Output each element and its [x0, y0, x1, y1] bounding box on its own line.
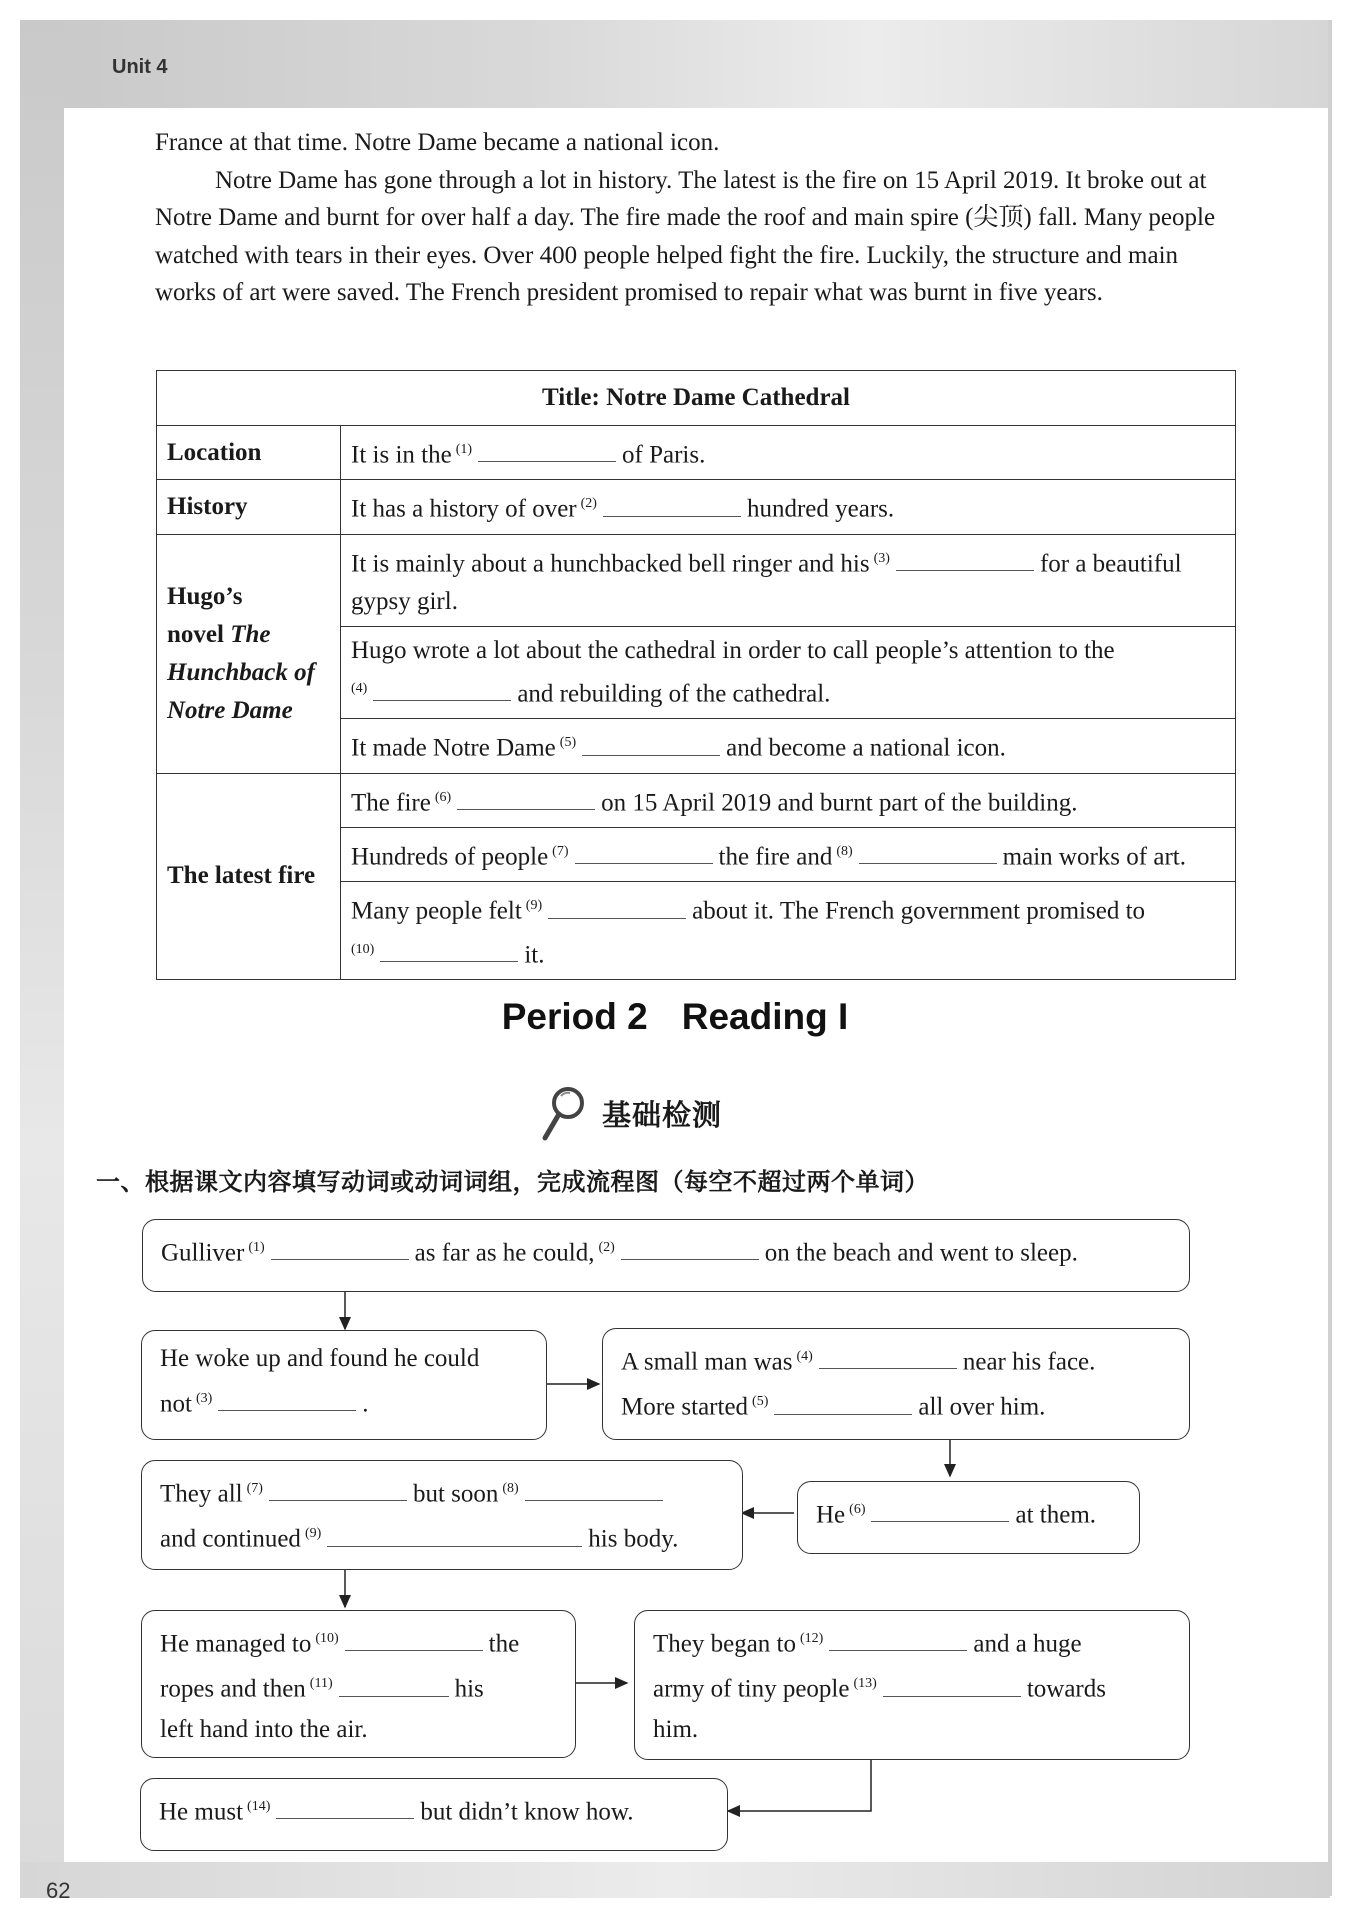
cell-text: for a beautiful gypsy girl. — [351, 549, 1182, 615]
blank-7[interactable] — [575, 835, 713, 864]
reading-passage — [155, 124, 1235, 312]
page-frame-top — [20, 20, 1330, 108]
flow-box-3 — [602, 1328, 1190, 1440]
flow-blank-2[interactable] — [621, 1231, 759, 1260]
blank-number: (2) — [580, 496, 597, 512]
cell-text: about it. The French government promised to — [692, 897, 1146, 925]
flow-text: at them. — [1015, 1501, 1097, 1529]
flow-text: but didn’t know how. — [420, 1798, 634, 1826]
novel-cell-1 — [341, 534, 1236, 626]
flow-blank-13[interactable] — [883, 1668, 1021, 1697]
blank-1[interactable] — [478, 433, 616, 462]
cell-text: Many people felt — [351, 897, 522, 925]
page-frame-left — [20, 20, 64, 1896]
flow-text: his body. — [588, 1525, 679, 1553]
section-header — [540, 1083, 722, 1143]
flow-text: and continued — [160, 1525, 301, 1553]
cell-text: It made Notre Dame — [351, 734, 556, 762]
flow-text: ropes and then — [160, 1675, 306, 1703]
flow-box-1 — [142, 1219, 1190, 1292]
flow-blank-3[interactable] — [218, 1382, 356, 1411]
page-frame-right — [1328, 20, 1332, 1896]
blank-8[interactable] — [859, 835, 997, 864]
blank-number: (8) — [502, 1481, 519, 1496]
cell-text: it. — [524, 940, 545, 968]
cell-text: Hugo wrote a lot about the cathedral in order to call people’s attention to the — [351, 636, 1115, 664]
blank-number: (3) — [195, 1391, 213, 1406]
magnifier-icon — [540, 1084, 588, 1142]
table-title: Title: Notre Dame Cathedral — [157, 371, 1236, 426]
period-title — [0, 996, 1350, 1038]
blank-number: (14) — [247, 1799, 271, 1814]
flow-text: More started — [621, 1393, 749, 1421]
flow-text: They all — [160, 1480, 243, 1508]
section-title: 基础检测 — [602, 1097, 723, 1132]
summary-table — [156, 370, 1236, 980]
blank-number: (10) — [351, 941, 375, 957]
novel-label-part: Hugo’s — [167, 582, 243, 610]
history-cell — [341, 480, 1236, 534]
flow-text: He must — [159, 1798, 244, 1826]
blank-9[interactable] — [548, 890, 686, 919]
blank-number: (10) — [315, 1631, 339, 1646]
flow-blank-1[interactable] — [271, 1231, 409, 1260]
flow-box-2 — [141, 1330, 547, 1440]
blank-number: (13) — [853, 1676, 877, 1692]
period-name: Reading I — [681, 996, 849, 1037]
flow-blank-7[interactable] — [269, 1472, 407, 1501]
flow-box-4 — [797, 1481, 1140, 1554]
cell-text: The fire — [351, 788, 431, 816]
cell-text: on 15 April 2019 and burnt part of the building. — [601, 788, 1078, 816]
blank-number: (4) — [351, 680, 368, 696]
flow-text: all over him. — [918, 1393, 1046, 1421]
passage-line: France at that time. Notre Dame became a national icon. — [155, 129, 720, 156]
blank-2[interactable] — [603, 488, 741, 517]
flow-box-8 — [140, 1778, 728, 1851]
cell-text: It is in the — [351, 441, 452, 469]
flow-text: left hand into the air. — [160, 1715, 368, 1743]
blank-number: (11) — [309, 1676, 333, 1692]
flow-box-5 — [141, 1460, 743, 1570]
novel-label-part: novel — [167, 620, 224, 648]
blank-number: (6) — [434, 789, 452, 805]
flow-box-6 — [141, 1610, 576, 1758]
blank-number: (9) — [525, 898, 543, 914]
flow-text: as far as he could, — [414, 1239, 595, 1267]
cell-text: the fire and — [718, 843, 833, 871]
flow-text: but soon — [412, 1480, 499, 1508]
row-label-novel — [157, 534, 341, 773]
row-label-history: History — [157, 480, 341, 534]
cell-text: and rebuilding of the cathedral. — [517, 680, 831, 708]
flow-blank-6[interactable] — [871, 1493, 1009, 1522]
blank-5[interactable] — [582, 727, 720, 756]
flow-text: near his face. — [962, 1348, 1096, 1376]
blank-number: (7) — [246, 1481, 263, 1496]
flow-text: He woke up and found he could — [160, 1345, 480, 1372]
flow-text: Gulliver — [161, 1239, 245, 1267]
blank-number: (1) — [455, 442, 473, 457]
flow-blank-11[interactable] — [339, 1668, 449, 1697]
blank-4[interactable] — [373, 672, 511, 701]
passage-paragraph: Notre Dame has gone through a lot in history. The latest is the fire on 15 April 2019. It broke out at Notre Dame and burnt for over half a day. The fire made the roof and main spire (尖顶) fall. Many people watched with tears in their eyes. Over 400 people helped fight the fire. Luckily, the structure and main works of art were saved. The French president promised to repair what was burnt in five years. — [155, 166, 1216, 306]
cell-text: It is mainly about a hunchbacked bell ringer and his — [351, 549, 870, 577]
cell-text: It has a history of over — [351, 495, 577, 523]
flow-text: A small man was — [621, 1348, 793, 1376]
flow-text: his — [454, 1675, 484, 1703]
flow-blank-12[interactable] — [829, 1622, 967, 1651]
flow-text: the — [488, 1630, 520, 1658]
fire-cell-2 — [341, 827, 1236, 881]
flow-blank-10[interactable] — [345, 1622, 483, 1651]
flow-text: He managed to — [160, 1630, 312, 1658]
novel-cell-2 — [341, 626, 1236, 718]
blank-number: (2) — [598, 1240, 615, 1255]
blank-number: (9) — [304, 1526, 322, 1542]
blank-number: (3) — [873, 550, 890, 566]
flow-box-7 — [634, 1610, 1190, 1760]
blank-6[interactable] — [457, 781, 595, 810]
fire-cell-3 — [341, 882, 1236, 980]
blank-number: (8) — [836, 843, 853, 859]
flow-blank-8[interactable] — [525, 1472, 663, 1501]
blank-3[interactable] — [896, 542, 1034, 571]
blank-number: (5) — [752, 1394, 769, 1410]
novel-title: The Hunchback of Notre Dame — [167, 620, 315, 724]
blank-number: (12) — [800, 1631, 824, 1646]
blank-number: (1) — [248, 1240, 265, 1255]
flow-blank-4[interactable] — [819, 1340, 957, 1369]
flow-text: army of tiny people — [653, 1675, 850, 1703]
flow-text: He — [816, 1501, 846, 1529]
exercise-instruction: 一、根据课文内容填写动词或动词词组，完成流程图（每空不超过两个单词） — [96, 1168, 929, 1196]
flow-blank-5[interactable] — [774, 1386, 912, 1415]
flow-text: him. — [653, 1715, 699, 1743]
location-cell — [341, 426, 1236, 480]
cell-text: main works of art. — [1002, 843, 1186, 871]
flow-text: They began to — [653, 1630, 797, 1658]
period-number: Period 2 — [501, 996, 648, 1037]
flow-blank-9[interactable] — [327, 1518, 582, 1547]
novel-cell-3 — [341, 719, 1236, 773]
row-label-location: Location — [157, 426, 341, 480]
cell-text: of Paris. — [622, 441, 706, 469]
blank-number: (7) — [552, 843, 569, 859]
flow-text: on the beach and went to sleep. — [764, 1239, 1078, 1267]
blank-number: (6) — [849, 1502, 866, 1517]
flow-text: . — [362, 1390, 369, 1418]
unit-label: Unit 4 — [112, 56, 168, 78]
flow-text: not — [160, 1390, 192, 1418]
cell-text: and become a national icon. — [726, 734, 1006, 762]
blank-number: (5) — [559, 735, 577, 751]
blank-number: (4) — [796, 1349, 813, 1364]
arrow-box7-box8 — [728, 1759, 871, 1811]
cell-text: hundred years. — [746, 495, 895, 523]
flow-text: towards — [1026, 1675, 1106, 1703]
blank-10[interactable] — [380, 933, 518, 962]
fire-cell-1 — [341, 773, 1236, 827]
page-frame-bottom — [20, 1862, 1330, 1898]
cell-text: Hundreds of people — [351, 843, 549, 871]
flow-blank-14[interactable] — [276, 1790, 414, 1819]
row-label-fire: The latest fire — [157, 773, 341, 979]
page-number: 62 — [46, 1878, 71, 1903]
flow-text: and a huge — [973, 1630, 1082, 1658]
